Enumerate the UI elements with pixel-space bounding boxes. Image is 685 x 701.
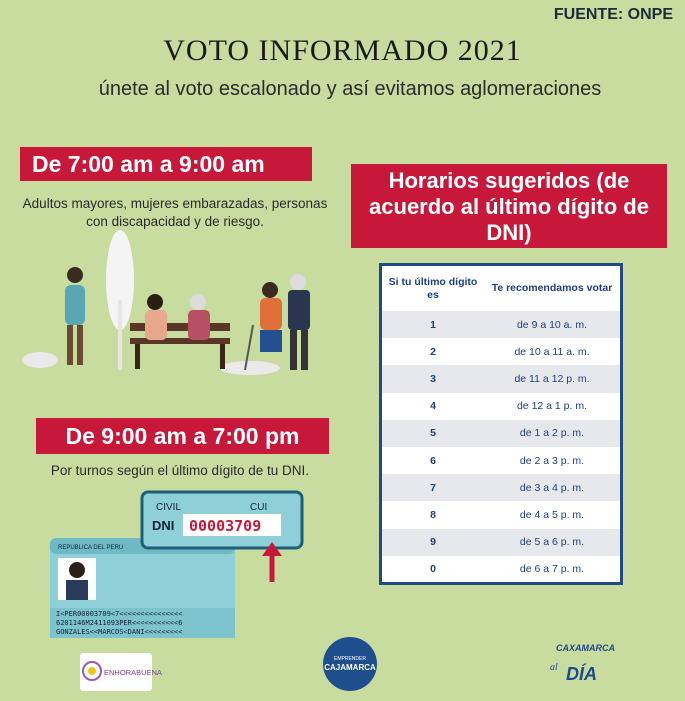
time-slot-general-description: Por turnos según el último dígito de tu DNI. (50, 463, 310, 478)
dni-number: 00003709 (189, 517, 262, 535)
row-time: de 1 a 2 p. m. (519, 427, 585, 440)
caxamarca-text: CAXAMARCA (556, 643, 615, 653)
table-row (382, 501, 620, 528)
table-row (382, 420, 620, 447)
row-time: de 9 a 10 a. m. (516, 318, 588, 331)
row-time: de 12 a 1 p. m. (516, 400, 588, 413)
dni-mrz-line-3: GONZALES<<MARCOS<DANI<<<<<<<<< (56, 628, 183, 636)
row-time: de 3 a 4 p. m. (519, 481, 585, 494)
page-subtitle: únete al voto escalonado y así evitamos aglomeraciones (98, 78, 602, 100)
dni-civil-label: CIVIL (156, 502, 182, 513)
emprender-top-text: EMPRENDER (334, 656, 366, 662)
page-title: VOTO INFORMADO 2021 (163, 34, 522, 67)
row-digit: 4 (430, 400, 436, 413)
row-time: de 6 a 7 p. m. (519, 563, 585, 576)
enhorabuena-logo (80, 653, 162, 691)
row-digit: 1 (430, 318, 436, 331)
table-body (382, 311, 620, 583)
row-digit: 2 (430, 345, 436, 358)
enhorabuena-text: ENHORABUENA (104, 668, 162, 677)
row-time: de 5 a 6 p. m. (519, 536, 585, 549)
table-row (382, 338, 620, 365)
source-label: FUENTE: ONPE (553, 6, 673, 23)
emprender-text: CAJAMARCA (324, 663, 376, 672)
header-time: Te recomendamos votar (491, 282, 613, 294)
row-digit: 8 (430, 508, 436, 521)
table-row (382, 474, 620, 501)
table-row (382, 365, 620, 392)
row-time: de 11 a 12 p. m. (514, 372, 590, 385)
dni-mrz-line-1: I<PER00003709<7<<<<<<<<<<<<<<< (56, 610, 183, 618)
caxamarca-al-dia-logo (548, 636, 638, 684)
priority-voters-illustration (20, 240, 340, 385)
row-time: de 4 a 5 p. m. (519, 508, 585, 521)
time-slot-general: De 9:00 am a 7:00 pm (36, 418, 329, 454)
table-row (382, 393, 620, 420)
row-time: de 10 a 11 a. m. (514, 345, 590, 358)
dni-mrz-line-2: 6201146M2411093PER<<<<<<<<<<<6 (56, 619, 183, 627)
header-digit: Si tu último dígito es (388, 275, 478, 301)
table-row (382, 556, 620, 583)
row-digit: 3 (430, 372, 436, 385)
row-digit: 0 (430, 563, 436, 576)
table-row (382, 529, 620, 556)
row-digit: 5 (430, 427, 436, 440)
dni-cui-label: CUI (250, 502, 268, 513)
table-row (382, 447, 620, 474)
dni-card-header: REPUBLICA DEL PERU (58, 545, 124, 551)
time-slot-early-description: Adultos mayores, mujeres embarazadas, personas con discapacidad y de riesgo. (22, 196, 328, 229)
row-time: de 2 a 3 p. m. (519, 454, 585, 467)
time-slot-early: De 7:00 am a 9:00 am (20, 147, 312, 181)
row-digit: 6 (430, 454, 436, 467)
schedule-banner: Horarios sugeridos (de acuerdo al último dígito de DNI) (351, 164, 667, 248)
table-header (382, 266, 620, 311)
al-text: al (550, 662, 558, 673)
row-digit: 9 (430, 536, 436, 549)
dni-label: DNI (152, 518, 175, 533)
dni-card-illustration (50, 490, 340, 640)
emprender-cajamarca-logo (322, 636, 378, 692)
table-row (382, 311, 620, 338)
row-digit: 7 (430, 481, 436, 494)
schedule-table (379, 263, 623, 585)
dia-text: DÍA (566, 664, 597, 684)
